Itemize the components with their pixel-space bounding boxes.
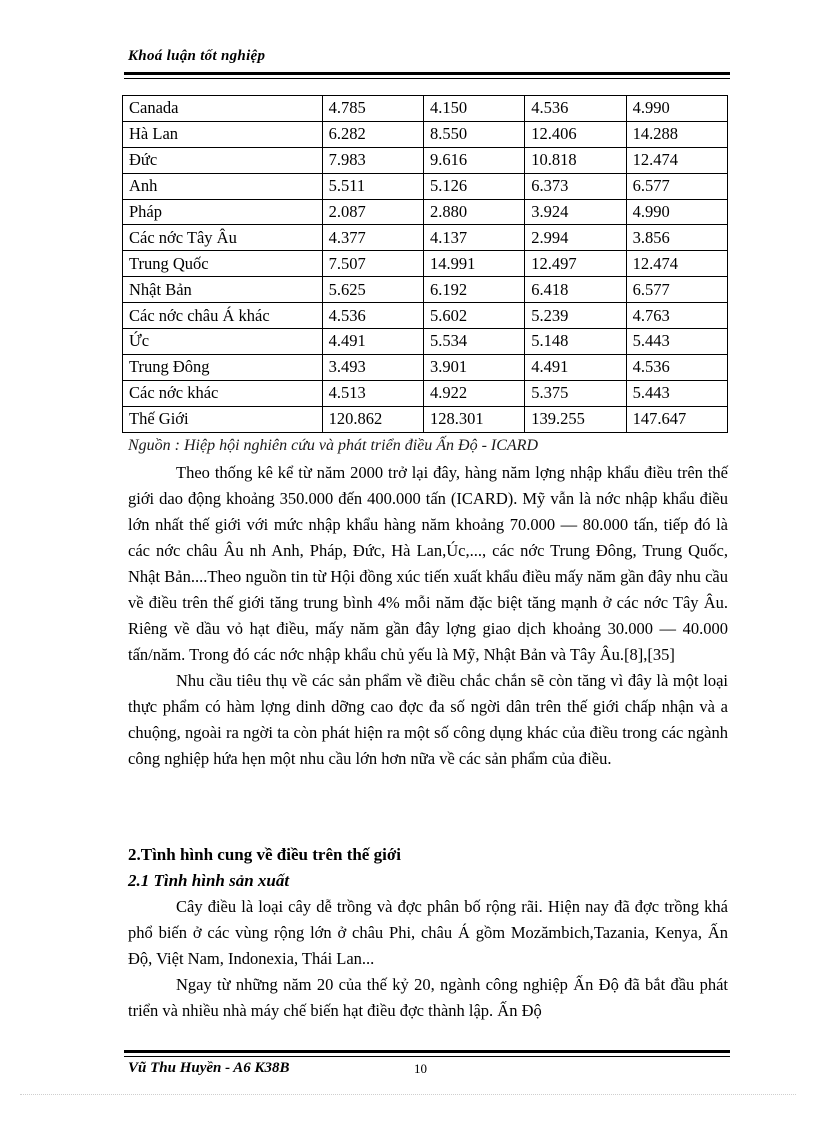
footer-author: Vũ Thu Huyền - A6 K38B (128, 1060, 290, 1076)
table-cell-value: 3.901 (423, 354, 524, 380)
paragraph-imports: Theo thống kê kể từ năm 2000 trở lại đây, hàng năm lợng nhập khẩu điều trên thế giới dao động khoảng 350.000 đến 400.000 tấn (ICARD). Mỹ vẫn là nớc nhập khẩu điều lớn nhất thế giới với mức nhập khẩu hàng năm khoảng 70.000 — 80.000 tấn, tiếp đó là các nớc châu Âu nh Anh, Pháp, Đức, Hà Lan,Úc,..., các nớc Trung Đông, Trung Quốc, Nhật Bản....Theo nguồn tin từ Hội đồng xúc tiến xuất khẩu điều mấy năm gần đây nhu cầu về điều trên thế giới tăng trung bình 4% mỗi năm đặc biệt tăng mạnh ở các nớc Tây Âu. Riêng về dầu vỏ hạt điều, mấy năm gần đây lợng giao dịch khoảng 30.000 — 40.000 tấn/năm. Trong đó các nớc nhập khẩu chủ yếu là Mỹ, Nhật Bản và Tây Âu.[8],[35] (128, 463, 728, 664)
body-section-2 (128, 894, 728, 1024)
table-cell-value: 10.818 (525, 147, 626, 173)
table-cell-value: 2.994 (525, 225, 626, 251)
table-cell-value: 3.856 (626, 225, 727, 251)
table-row (123, 147, 728, 173)
table-cell-region: Hà Lan (123, 121, 323, 147)
table-cell-value: 4.536 (626, 354, 727, 380)
table-cell-value: 120.862 (322, 406, 423, 432)
table-cell-value: 7.983 (322, 147, 423, 173)
subsection-heading: 2.1 Tình hình sản xuất (128, 871, 290, 890)
table-cell-value: 12.497 (525, 251, 626, 277)
table-cell-value: 4.536 (322, 303, 423, 329)
table-cell-value: 128.301 (423, 406, 524, 432)
table-cell-region: Trung Đông (123, 354, 323, 380)
table-cell-region: Các nớc khác (123, 380, 323, 406)
table-cell-value: 6.418 (525, 277, 626, 303)
table-row (123, 303, 728, 329)
table-cell-region: Canada (123, 96, 323, 122)
table-row (123, 277, 728, 303)
table-cell-region: Ức (123, 329, 323, 355)
footer-rule-thin (124, 1056, 730, 1057)
table-cell-value: 5.602 (423, 303, 524, 329)
footer-rule-thick (124, 1050, 730, 1053)
table-cell-region: Anh (123, 173, 323, 199)
table-cell-value: 5.511 (322, 173, 423, 199)
table-cell-value: 5.443 (626, 329, 727, 355)
table-cell-value: 4.513 (322, 380, 423, 406)
table-cell-value: 12.474 (626, 251, 727, 277)
table-cell-region: Các nớc châu Á khác (123, 303, 323, 329)
table-cell-value: 4.137 (423, 225, 524, 251)
table-row (123, 380, 728, 406)
source-note: Nguồn : Hiệp hội nghiên cứu và phát triển điều Ấn Độ - ICARD (128, 437, 538, 454)
table-cell-value: 2.880 (423, 199, 524, 225)
paragraph-demand: Nhu cầu tiêu thụ về các sản phẩm về điều chắc chắn sẽ còn tăng vì đây là một loại thực phẩm có hàm lợng dinh dỡng cao đợc đa số ngời dân trên thế giới chấp nhận và a chuộng, ngoài ra ngời ta còn phát hiện ra một số công dụng khác của điều trong các ngành công nghiệp hứa hẹn một nhu cầu lớn hơn nữa về các sản phẩm của điều. (128, 671, 728, 768)
table-cell-value: 5.625 (322, 277, 423, 303)
table-cell-value: 6.282 (322, 121, 423, 147)
table-cell-value: 3.924 (525, 199, 626, 225)
table-cell-value: 4.491 (525, 354, 626, 380)
table-cell-region: Nhật Bản (123, 277, 323, 303)
table-cell-value: 5.148 (525, 329, 626, 355)
table-cell-value: 7.507 (322, 251, 423, 277)
table-row (123, 173, 728, 199)
table-cell-region: Thế Giới (123, 406, 323, 432)
header-rule-thin (124, 78, 730, 79)
table-cell-value: 6.373 (525, 173, 626, 199)
table-cell-value: 2.087 (322, 199, 423, 225)
page-bottom-dotted-line (20, 1094, 796, 1095)
table-cell-value: 12.474 (626, 147, 727, 173)
table-row (123, 251, 728, 277)
table-cell-value: 3.493 (322, 354, 423, 380)
table-cell-value: 4.377 (322, 225, 423, 251)
table-cell-value: 147.647 (626, 406, 727, 432)
table-cell-value: 4.536 (525, 96, 626, 122)
table-cell-region: Đức (123, 147, 323, 173)
table-row (123, 121, 728, 147)
paragraph-production: Cây điều là loại cây dễ trồng và đợc phân bố rộng rãi. Hiện nay đã đợc trồng khá phổ biến ở các vùng rộng lớn ở châu Phi, châu Á gồm Mozămbich,Tazania, Kenya, Ấn Độ, Việt Nam, Indonexia, Thái Lan... (128, 897, 728, 968)
table-row (123, 96, 728, 122)
table-cell-value: 6.192 (423, 277, 524, 303)
table-cell-value: 4.491 (322, 329, 423, 355)
table-cell-value: 5.239 (525, 303, 626, 329)
table-cell-value: 5.375 (525, 380, 626, 406)
table-cell-value: 14.288 (626, 121, 727, 147)
table-cell-value: 4.922 (423, 380, 524, 406)
page-number: 10 (414, 1061, 427, 1076)
import-table (122, 95, 728, 433)
table-cell-value: 12.406 (525, 121, 626, 147)
table-row (123, 406, 728, 432)
table-cell-value: 5.534 (423, 329, 524, 355)
section-heading: 2.Tình hình cung về điều trên thế giới (128, 845, 401, 864)
page-header-title: Khoá luận tốt nghiệp (128, 48, 266, 64)
import-table-body (123, 96, 728, 433)
table-cell-value: 14.991 (423, 251, 524, 277)
table-cell-value: 9.616 (423, 147, 524, 173)
table-cell-region: Các nớc Tây Âu (123, 225, 323, 251)
table-cell-region: Trung Quốc (123, 251, 323, 277)
table-row (123, 199, 728, 225)
table-cell-value: 8.550 (423, 121, 524, 147)
table-row (123, 329, 728, 355)
table-cell-value: 6.577 (626, 173, 727, 199)
table-row (123, 225, 728, 251)
header-rule-thick (124, 72, 730, 75)
table-cell-value: 4.785 (322, 96, 423, 122)
table-cell-value: 5.126 (423, 173, 524, 199)
table-cell-value: 4.990 (626, 199, 727, 225)
table-cell-value: 4.763 (626, 303, 727, 329)
table-cell-value: 4.150 (423, 96, 524, 122)
table-row (123, 354, 728, 380)
table-cell-value: 4.990 (626, 96, 727, 122)
table-cell-region: Pháp (123, 199, 323, 225)
table-cell-value: 6.577 (626, 277, 727, 303)
paragraph-india: Ngay từ những năm 20 của thế kỷ 20, ngành công nghiệp Ấn Độ đã bắt đầu phát triển và nhiều nhà máy chế biến hạt điều đợc thành lập. Ấn Độ (128, 975, 728, 1020)
table-cell-value: 5.443 (626, 380, 727, 406)
body-section-1 (128, 460, 728, 772)
table-cell-value: 139.255 (525, 406, 626, 432)
